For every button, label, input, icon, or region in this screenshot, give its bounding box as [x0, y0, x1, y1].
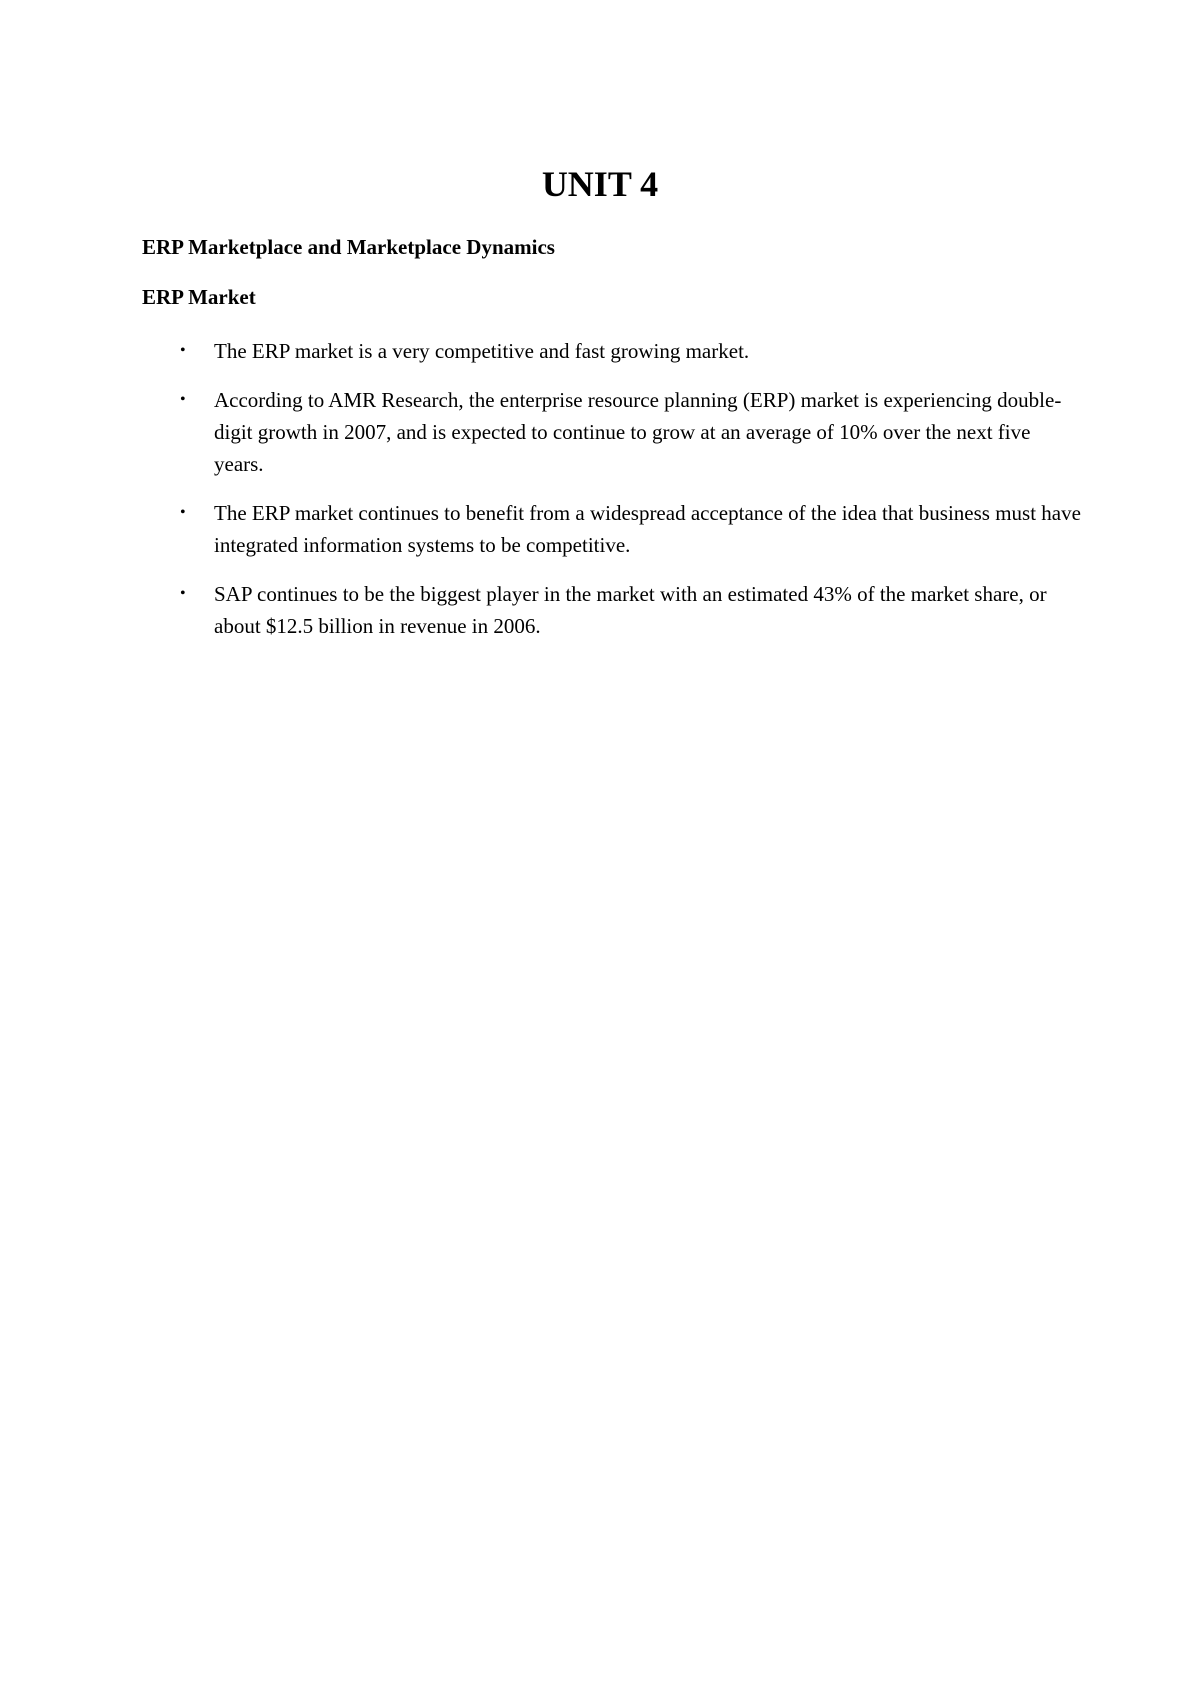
- section-heading: ERP Marketplace and Marketplace Dynamics: [142, 235, 555, 259]
- bullet-icon: •: [180, 504, 186, 521]
- bullet-icon: •: [180, 342, 186, 359]
- bullet-icon: •: [180, 585, 186, 602]
- list-item: [142, 497, 1082, 561]
- list-item-text: The ERP market continues to benefit from a widespread acceptance of the idea that business must have integrated information systems to be competitive.: [214, 501, 1081, 557]
- list-item-text: According to AMR Research, the enterprise resource planning (ERP) market is experiencing double-digit growth in 2007, and is expected to continue to grow at an average of 10% over the next five years.: [214, 388, 1062, 476]
- list-item-text: The ERP market is a very competitive and fast growing market.: [214, 339, 750, 363]
- bullet-list: [142, 335, 1082, 659]
- list-item: [142, 335, 1082, 367]
- list-item-text: SAP continues to be the biggest player in the market with an estimated 43% of the market share, or about $12.5 billion in revenue in 2006.: [214, 582, 1047, 638]
- bullet-icon: •: [180, 391, 186, 408]
- page-title: UNIT 4: [541, 164, 659, 204]
- subsection-heading: ERP Market: [142, 285, 256, 309]
- list-item: [142, 578, 1082, 642]
- list-item: [142, 384, 1082, 480]
